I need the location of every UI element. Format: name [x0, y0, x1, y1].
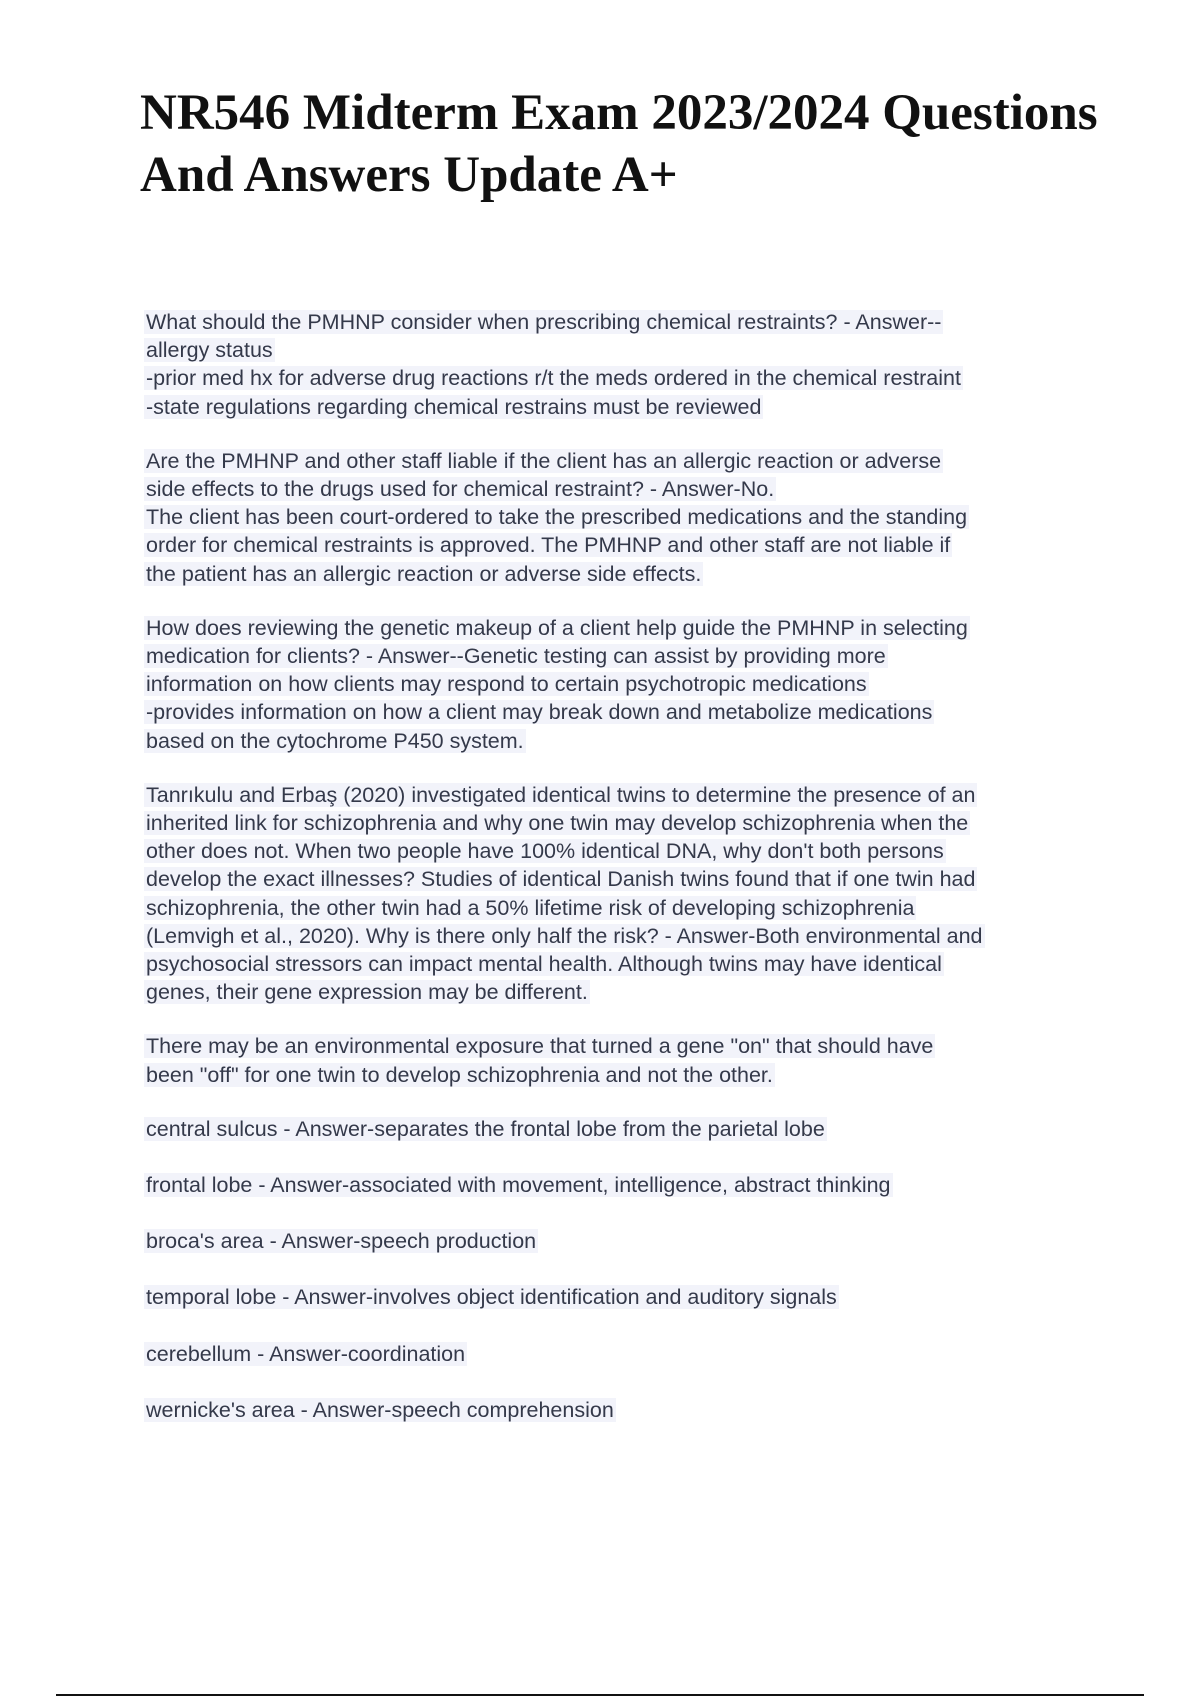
qa-line: wernicke's area - Answer-speech comprehension	[146, 1397, 614, 1422]
qa-list	[144, 308, 1104, 1452]
qa-line: been "off" for one twin to develop schizophrenia and not the other.	[146, 1062, 773, 1087]
qa-line: based on the cytochrome P450 system.	[146, 728, 524, 753]
qa-line: cerebellum - Answer-coordination	[146, 1341, 466, 1366]
qa-entry	[144, 1227, 1104, 1255]
qa-entry	[144, 1340, 1104, 1368]
qa-entry	[144, 1171, 1104, 1199]
qa-line: -provides information on how a client may break down and metabolize medications	[146, 700, 933, 725]
qa-line: What should the PMHNP consider when prescribing chemical restraints? - Answer--	[146, 310, 942, 334]
qa-line: allergy status	[146, 338, 273, 363]
qa-entry	[144, 781, 1104, 1007]
qa-entry	[144, 1283, 1104, 1311]
qa-line: frontal lobe - Answer-associated with movement, intelligence, abstract thinking	[146, 1173, 891, 1198]
qa-entry	[144, 447, 1104, 588]
qa-line: There may be an environmental exposure that turned a gene "on" that should have	[146, 1034, 934, 1059]
qa-entry	[144, 1032, 1104, 1088]
qa-line: inherited link for schizophrenia and why one twin may develop schizophrenia when the	[146, 811, 969, 836]
qa-line: other does not. When two people have 100% identical DNA, why don't both persons	[146, 839, 944, 864]
qa-entry	[144, 308, 1104, 421]
qa-line: psychosocial stressors can impact mental health. Although twins may have identical	[146, 952, 942, 977]
qa-line: information on how clients may respond to certain psychotropic medications	[146, 672, 867, 697]
qa-entry	[144, 1115, 1104, 1143]
qa-line: genes, their gene expression may be different.	[146, 980, 588, 1005]
qa-line: (Lemvigh et al., 2020). Why is there only half the risk? - Answer-Both environmental and	[146, 923, 983, 948]
qa-line: medication for clients? - Answer--Genetic testing can assist by providing more	[146, 644, 886, 669]
qa-entry	[144, 1396, 1104, 1424]
qa-line: -prior med hx for adverse drug reactions r/t the meds ordered in the chemical restraint	[146, 366, 961, 391]
qa-line: Tanrıkulu and Erbaş (2020) investigated identical twins to determine the presence of an	[146, 782, 976, 807]
qa-line: develop the exact illnesses? Studies of identical Danish twins found that if one twin had	[146, 867, 976, 892]
title-line: And Answers Update A+	[140, 147, 678, 203]
title-line: NR546 Midterm Exam 2023/2024 Questions	[140, 85, 1098, 141]
qa-line: the patient has an allergic reaction or adverse side effects.	[146, 561, 702, 586]
qa-line: Are the PMHNP and other staff liable if the client has an allergic reaction or adverse	[146, 448, 942, 473]
qa-line: schizophrenia, the other twin had a 50% lifetime risk of developing schizophrenia	[146, 895, 915, 920]
qa-line: temporal lobe - Answer-involves object identification and auditory signals	[146, 1285, 837, 1310]
qa-line: central sulcus - Answer-separates the frontal lobe from the parietal lobe	[146, 1116, 825, 1141]
qa-line: order for chemical restraints is approved. The PMHNP and other staff are not liable if	[146, 533, 951, 558]
qa-line: broca's area - Answer-speech production	[146, 1229, 537, 1254]
page-title	[140, 82, 1200, 206]
qa-line: How does reviewing the genetic makeup of a client help guide the PMHNP in selecting	[146, 615, 968, 640]
footer-divider	[56, 1694, 1144, 1696]
qa-line: -state regulations regarding chemical restrains must be reviewed	[146, 394, 762, 419]
qa-line: The client has been court-ordered to take the prescribed medications and the standing	[146, 505, 968, 530]
qa-line: side effects to the drugs used for chemical restraint? - Answer-No.	[146, 477, 775, 502]
qa-entry	[144, 614, 1104, 755]
